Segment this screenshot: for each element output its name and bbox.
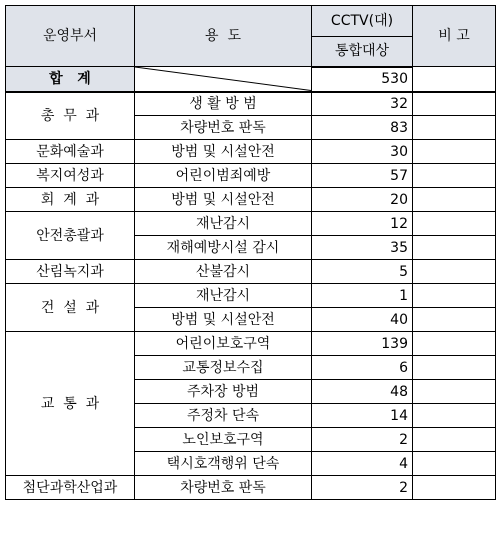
note-cell [413,452,496,476]
note-cell [413,284,496,308]
use-cell: 차량번호 판독 [135,116,312,140]
count-cell: 1 [312,284,413,308]
header-target: 통합대상 [312,37,413,67]
count-cell: 35 [312,236,413,260]
note-cell [413,380,496,404]
use-cell: 산불감시 [135,260,312,284]
note-cell [413,332,496,356]
total-label: 합 계 [6,67,135,92]
note-cell [413,476,496,500]
cctv-table [5,5,496,500]
total-note [413,67,496,92]
note-cell [413,308,496,332]
count-cell: 2 [312,428,413,452]
total-diagonal-cell [135,67,312,92]
count-cell: 14 [312,404,413,428]
note-cell [413,116,496,140]
note-cell [413,428,496,452]
note-cell [413,140,496,164]
count-cell: 12 [312,212,413,236]
use-cell: 주차장 방범 [135,380,312,404]
use-cell: 노인보호구역 [135,428,312,452]
use-cell: 주정차 단속 [135,404,312,428]
use-cell: 어린이보호구역 [135,332,312,356]
dept-cell: 문화예술과 [6,140,135,164]
count-cell: 57 [312,164,413,188]
dept-cell: 회 계 과 [6,188,135,212]
dept-cell: 건 설 과 [6,284,135,332]
use-cell: 재난감시 [135,212,312,236]
count-cell: 30 [312,140,413,164]
dept-cell: 복지여성과 [6,164,135,188]
use-cell: 어린이범죄예방 [135,164,312,188]
use-cell: 재난감시 [135,284,312,308]
note-cell [413,92,496,116]
use-cell: 방범 및 시설안전 [135,188,312,212]
use-cell: 택시호객행위 단속 [135,452,312,476]
dept-cell: 첨단과학산업과 [6,476,135,500]
count-cell: 32 [312,92,413,116]
dept-cell: 총 무 과 [6,92,135,140]
count-cell: 6 [312,356,413,380]
use-cell: 방범 및 시설안전 [135,308,312,332]
note-cell [413,188,496,212]
header-dept: 운영부서 [6,6,135,67]
use-cell: 생 활 방 범 [135,92,312,116]
use-cell: 교통정보수집 [135,356,312,380]
dept-cell: 안전총괄과 [6,212,135,260]
use-cell: 재해예방시설 감시 [135,236,312,260]
diagonal-line [135,67,311,91]
total-value: 530 [312,67,413,92]
header-cctv: CCTV(대) [312,6,413,37]
use-cell: 차량번호 판독 [135,476,312,500]
count-cell: 48 [312,380,413,404]
note-cell [413,212,496,236]
count-cell: 139 [312,332,413,356]
dept-cell: 교 통 과 [6,332,135,476]
header-use: 용 도 [135,6,312,67]
count-cell: 4 [312,452,413,476]
note-cell [413,260,496,284]
count-cell: 83 [312,116,413,140]
dept-cell: 산림녹지과 [6,260,135,284]
note-cell [413,236,496,260]
use-cell: 방범 및 시설안전 [135,140,312,164]
count-cell: 5 [312,260,413,284]
count-cell: 20 [312,188,413,212]
note-cell [413,164,496,188]
note-cell [413,356,496,380]
header-note: 비 고 [413,6,496,67]
count-cell: 40 [312,308,413,332]
count-cell: 2 [312,476,413,500]
note-cell [413,404,496,428]
